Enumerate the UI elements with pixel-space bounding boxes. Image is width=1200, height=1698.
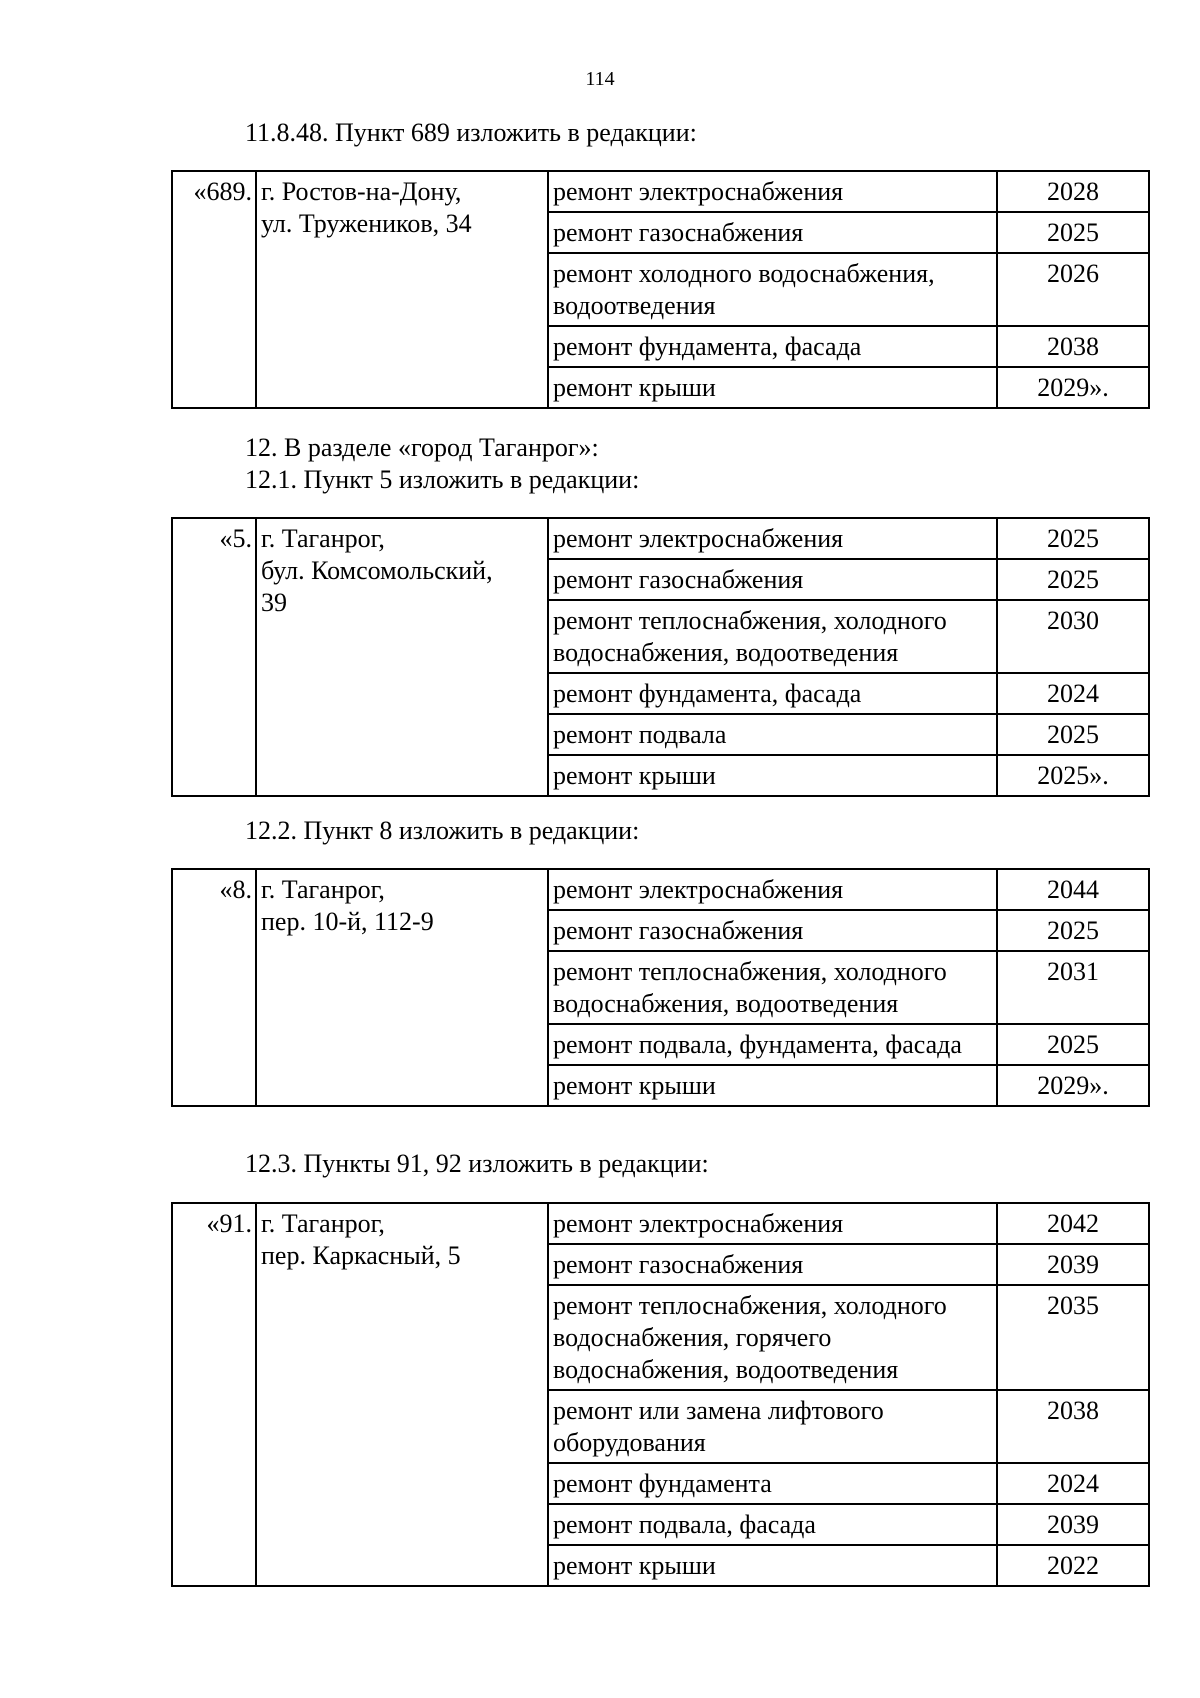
year-cell: 2024: [997, 1463, 1149, 1504]
paragraph-11-8-48: 11.8.48. Пункт 689 изложить в редакции:: [245, 118, 697, 147]
work-cell: ремонт крыши: [548, 755, 997, 796]
year-cell: 2022: [997, 1545, 1149, 1586]
table-row: [172, 171, 1149, 212]
work-cell: ремонт газоснабжения: [548, 910, 997, 951]
work-cell: ремонт теплоснабжения, холодного водоснабжения, горячего водоснабжения, водоотведения: [548, 1285, 997, 1390]
year-cell: 2025: [997, 910, 1149, 951]
year-cell: 2024: [997, 673, 1149, 714]
repair-table-8: [171, 868, 1150, 1107]
work-cell: ремонт газоснабжения: [548, 1244, 997, 1285]
repair-table-5: [171, 517, 1150, 797]
year-cell: 2031: [997, 951, 1149, 1024]
work-cell: ремонт подвала: [548, 714, 997, 755]
work-cell: ремонт фундамента: [548, 1463, 997, 1504]
work-cell: ремонт крыши: [548, 1545, 997, 1586]
table-row: [172, 518, 1149, 559]
page-number: 114: [585, 68, 615, 90]
year-cell: 2039: [997, 1504, 1149, 1545]
address-cell: г. Таганрог, пер. 10-й, 112-9: [256, 869, 548, 1106]
year-cell: 2025: [997, 559, 1149, 600]
work-cell: ремонт крыши: [548, 1065, 997, 1106]
year-cell: 2035: [997, 1285, 1149, 1390]
repair-table-689: [171, 170, 1150, 409]
work-cell: ремонт теплоснабжения, холодного водоснабжения, водоотведения: [548, 600, 997, 673]
work-cell: ремонт электроснабжения: [548, 869, 997, 910]
year-cell: 2030: [997, 600, 1149, 673]
address-cell: г. Таганрог, бул. Комсомольский, 39: [256, 518, 548, 796]
year-cell: 2028: [997, 171, 1149, 212]
year-cell: 2025: [997, 1024, 1149, 1065]
address-cell: г. Таганрог, пер. Каркасный, 5: [256, 1203, 548, 1586]
table-row: [172, 869, 1149, 910]
work-cell: ремонт крыши: [548, 367, 997, 408]
repair-table-91: [171, 1202, 1150, 1587]
work-cell: ремонт газоснабжения: [548, 212, 997, 253]
year-cell: 2026: [997, 253, 1149, 326]
work-cell: ремонт электроснабжения: [548, 171, 997, 212]
year-cell: 2039: [997, 1244, 1149, 1285]
year-cell: 2038: [997, 1390, 1149, 1463]
item-number: «91.: [172, 1203, 256, 1586]
paragraph-12-1: 12.1. Пункт 5 изложить в редакции:: [245, 465, 640, 494]
work-cell: ремонт подвала, фундамента, фасада: [548, 1024, 997, 1065]
work-cell: ремонт газоснабжения: [548, 559, 997, 600]
year-cell: 2038: [997, 326, 1149, 367]
year-cell: 2025: [997, 212, 1149, 253]
work-cell: ремонт подвала, фасада: [548, 1504, 997, 1545]
item-number: «5.: [172, 518, 256, 796]
year-cell: 2025: [997, 714, 1149, 755]
address-cell: г. Ростов-на-Дону, ул. Тружеников, 34: [256, 171, 548, 408]
year-cell: 2025».: [997, 755, 1149, 796]
work-cell: ремонт или замена лифтового оборудования: [548, 1390, 997, 1463]
year-cell: 2029».: [997, 367, 1149, 408]
year-cell: 2042: [997, 1203, 1149, 1244]
work-cell: ремонт электроснабжения: [548, 518, 997, 559]
year-cell: 2044: [997, 869, 1149, 910]
year-cell: 2025: [997, 518, 1149, 559]
item-number: «689.: [172, 171, 256, 408]
work-cell: ремонт электроснабжения: [548, 1203, 997, 1244]
paragraph-12-3: 12.3. Пункты 91, 92 изложить в редакции:: [245, 1149, 709, 1178]
year-cell: 2029».: [997, 1065, 1149, 1106]
item-number: «8.: [172, 869, 256, 1106]
work-cell: ремонт фундамента, фасада: [548, 326, 997, 367]
table-row: [172, 1203, 1149, 1244]
work-cell: ремонт теплоснабжения, холодного водоснабжения, водоотведения: [548, 951, 997, 1024]
paragraph-12: 12. В разделе «город Таганрог»:: [245, 433, 599, 462]
paragraph-12-2: 12.2. Пункт 8 изложить в редакции:: [245, 816, 640, 845]
work-cell: ремонт холодного водоснабжения, водоотведения: [548, 253, 997, 326]
work-cell: ремонт фундамента, фасада: [548, 673, 997, 714]
